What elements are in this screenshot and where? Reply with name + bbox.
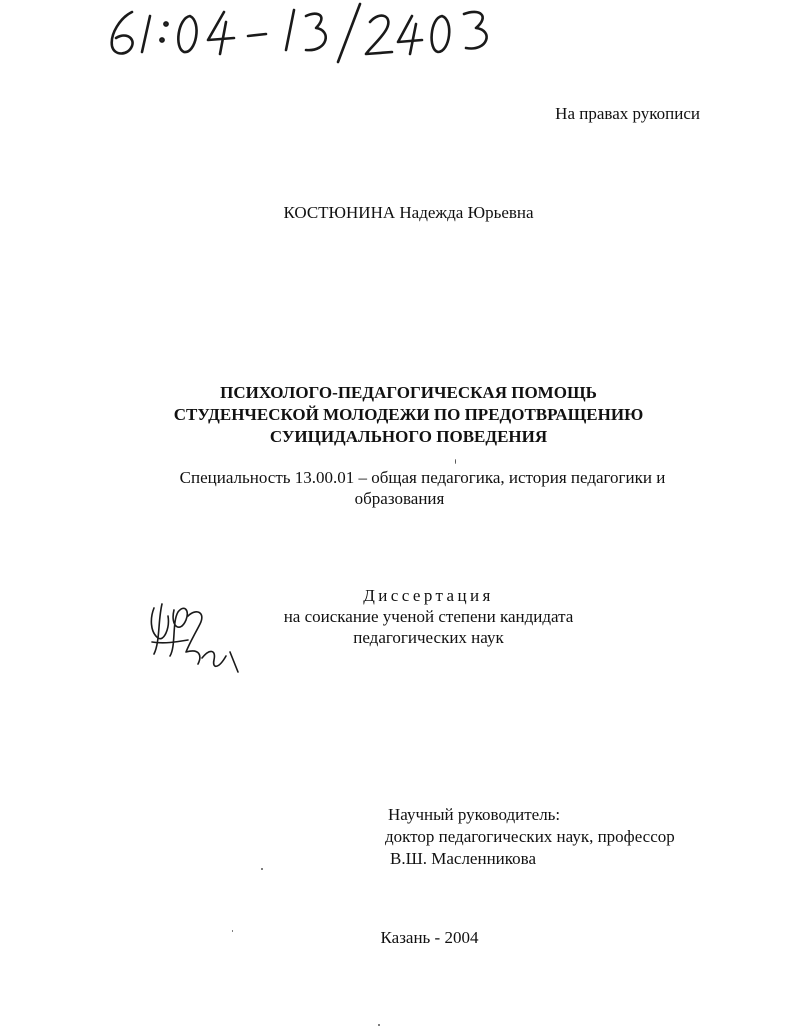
title-line: СТУДЕНЧЕСКОЙ МОЛОДЕЖИ ПО ПРЕДОТВРАЩЕНИЮ xyxy=(173,405,644,424)
manuscript-note: На правах рукописи xyxy=(555,104,700,123)
scan-speck xyxy=(232,930,233,932)
title-line: ПСИХОЛОГО-ПЕДАГОГИЧЕСКАЯ ПОМОЩЬ xyxy=(220,383,597,402)
dissertation-title xyxy=(0,382,799,448)
supervisor-block xyxy=(385,804,675,870)
dissertation-heading: Диссертация xyxy=(363,586,494,605)
scan-speck xyxy=(455,459,456,464)
specialty-line: Специальность 13.00.01 – общая педагогика, история педагогики и xyxy=(179,468,666,487)
archive-code-handwriting-icon xyxy=(102,0,542,66)
signature xyxy=(140,598,250,678)
dissertation-block xyxy=(0,585,799,648)
place-year: Казань - 2004 xyxy=(380,928,479,947)
scan-speck xyxy=(261,868,263,870)
title-line: СУИЦИДАЛЬНОГО ПОВЕДЕНИЯ xyxy=(269,427,548,446)
dissertation-line: на соискание ученой степени кандидата xyxy=(283,607,574,626)
archive-code xyxy=(102,0,542,66)
dissertation-line: педагогических наук xyxy=(353,628,504,647)
supervisor-name: В.Ш. Масленникова xyxy=(390,849,537,868)
author-name: КОСТЮНИНА Надежда Юрьевна xyxy=(283,203,534,222)
specialty xyxy=(0,467,799,509)
supervisor-degree: доктор педагогических наук, профессор xyxy=(385,827,675,846)
specialty-line: образования xyxy=(354,489,445,508)
supervisor-label: Научный руководитель: xyxy=(388,805,561,824)
scan-speck xyxy=(378,1024,380,1026)
signature-icon xyxy=(140,598,250,678)
